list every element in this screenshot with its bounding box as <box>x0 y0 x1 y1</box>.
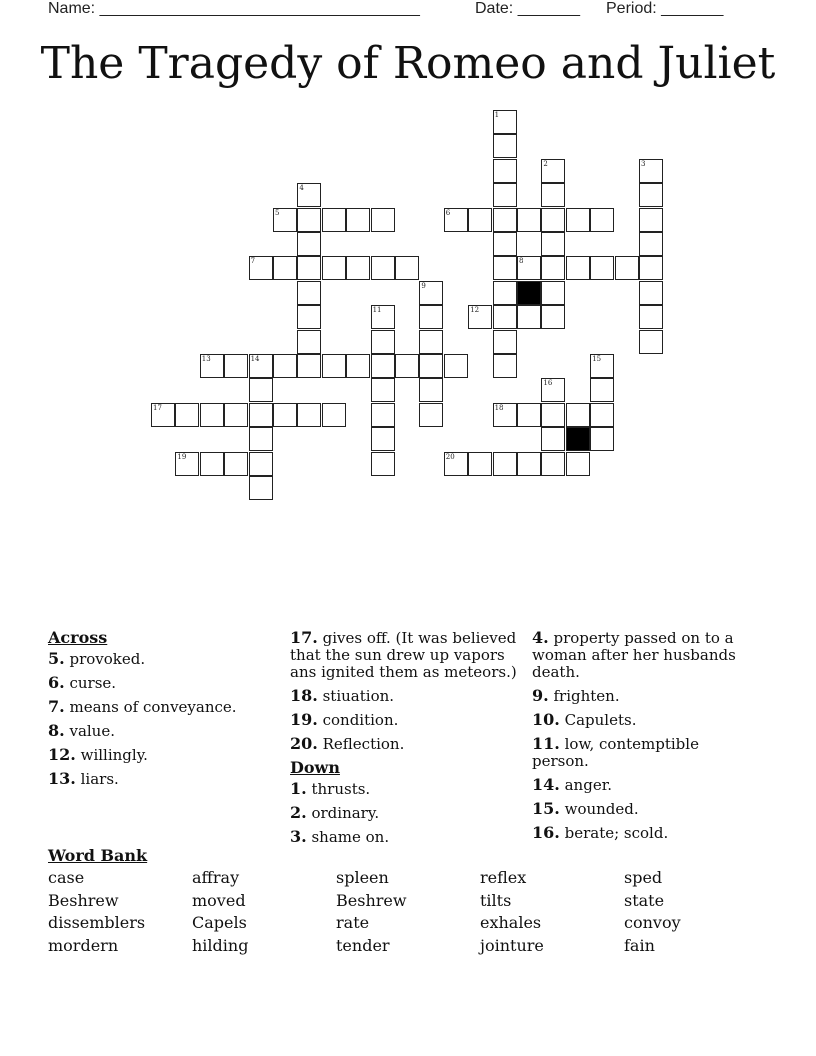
word-bank-item: case <box>48 868 85 887</box>
clue-number-label: 20. <box>290 734 318 753</box>
grid-cell[interactable] <box>493 256 517 280</box>
grid-cell[interactable] <box>419 354 443 378</box>
clue-text: wounded. <box>559 800 639 818</box>
grid-cell[interactable] <box>249 452 273 476</box>
grid-cell[interactable] <box>590 427 614 451</box>
grid-cell[interactable] <box>419 305 443 329</box>
grid-cell[interactable] <box>493 452 517 476</box>
clue-number-label: 7. <box>48 697 65 716</box>
word-bank-item: tilts <box>480 890 512 910</box>
grid-cell[interactable] <box>639 183 663 207</box>
grid-cell[interactable] <box>615 256 639 280</box>
clue-number-label: 5. <box>48 649 65 668</box>
clue-number-label: 3. <box>290 827 307 846</box>
grid-cell[interactable] <box>566 403 590 427</box>
grid-cell[interactable] <box>249 476 273 500</box>
clue-number: 17 <box>153 403 162 412</box>
grid-cell[interactable] <box>468 305 492 329</box>
grid-cell[interactable] <box>200 452 224 476</box>
grid-cell[interactable] <box>493 354 517 378</box>
grid-cell[interactable] <box>346 256 370 280</box>
grid-cell[interactable] <box>590 208 614 232</box>
grid-cell[interactable] <box>493 110 517 134</box>
grid-cell[interactable] <box>297 281 321 305</box>
clue-item <box>532 776 742 794</box>
grid-cell[interactable] <box>444 354 468 378</box>
word-bank-item: state <box>624 890 665 910</box>
clue-text: liars. <box>75 770 119 788</box>
grid-cell[interactable] <box>273 208 297 232</box>
grid-cell[interactable] <box>541 305 565 329</box>
grid-cell[interactable] <box>273 403 297 427</box>
clue-number-label: 2. <box>290 803 307 822</box>
grid-cell[interactable] <box>566 256 590 280</box>
clue-number: 7 <box>250 257 256 266</box>
grid-cell[interactable] <box>639 159 663 183</box>
grid-cell[interactable] <box>493 134 517 158</box>
grid-cell[interactable] <box>639 330 663 354</box>
grid-cell[interactable] <box>517 305 541 329</box>
clue-item <box>290 687 520 705</box>
clue-item <box>532 629 742 681</box>
clue-text: shame on. <box>306 828 390 846</box>
clue-number: 3 <box>641 159 646 168</box>
grid-cell[interactable] <box>419 281 443 305</box>
clue-number-label: 9. <box>532 686 549 705</box>
grid-cell[interactable] <box>395 256 419 280</box>
clue-text: curse. <box>64 674 117 692</box>
word-bank-item: Capels <box>192 913 247 933</box>
black-square <box>517 281 541 305</box>
grid-cell[interactable] <box>541 281 565 305</box>
clue-text: low, contemptible person. <box>532 735 699 770</box>
clue-number-label: 12. <box>48 745 76 764</box>
clue-number: 15 <box>592 355 602 363</box>
grid-cell[interactable] <box>639 256 663 280</box>
clue-item <box>532 711 742 729</box>
clue-number: 1 <box>494 111 500 119</box>
clue-item <box>532 800 742 818</box>
clues-column-1 <box>48 629 278 794</box>
word-bank-item: moved <box>192 890 246 910</box>
grid-cell[interactable] <box>590 354 614 378</box>
grid-cell[interactable] <box>273 256 297 280</box>
clues-column-2 <box>290 629 520 852</box>
grid-cell[interactable] <box>541 232 565 256</box>
clue-item <box>290 828 520 846</box>
grid-cell[interactable] <box>297 305 321 329</box>
clue-text: frighten. <box>548 687 620 705</box>
clue-text: Reflection. <box>317 735 405 753</box>
word-bank-heading: Word Bank <box>48 846 148 865</box>
clue-number-label: 4. <box>532 628 549 647</box>
clue-item <box>532 824 742 842</box>
grid-cell[interactable] <box>493 330 517 354</box>
grid-cell[interactable] <box>468 208 492 232</box>
clue-number-label: 10. <box>532 710 560 729</box>
clue-number: 5 <box>275 208 280 217</box>
clue-number-label: 16. <box>532 823 560 842</box>
word-bank-item: mordern <box>48 935 119 955</box>
grid-cell[interactable] <box>322 256 346 280</box>
grid-cell[interactable] <box>541 427 565 451</box>
grid-cell[interactable] <box>322 208 346 232</box>
grid-cell[interactable] <box>493 183 517 207</box>
clue-item <box>532 687 742 705</box>
grid-cell[interactable] <box>639 208 663 232</box>
grid-cell[interactable] <box>493 232 517 256</box>
clue-number: 18 <box>494 403 504 412</box>
grid-cell[interactable] <box>493 159 517 183</box>
grid-cell[interactable] <box>541 378 565 402</box>
grid-cell[interactable] <box>346 354 370 378</box>
grid-cell[interactable] <box>493 281 517 305</box>
clue-item <box>48 650 278 668</box>
grid-cell[interactable] <box>249 403 273 427</box>
grid-cell[interactable] <box>541 452 565 476</box>
clue-text: berate; scold. <box>559 824 669 842</box>
word-bank-item: tender <box>336 935 390 955</box>
grid-cell[interactable] <box>639 281 663 305</box>
grid-cell[interactable] <box>566 452 590 476</box>
grid-cell[interactable] <box>175 403 199 427</box>
grid-cell[interactable] <box>541 159 565 183</box>
clue-item <box>290 711 520 729</box>
clue-number-label: 18. <box>290 686 318 705</box>
grid-cell[interactable] <box>517 256 541 280</box>
grid-cell[interactable] <box>566 208 590 232</box>
clue-number: 19 <box>177 452 187 461</box>
word-bank-item: Beshrew <box>48 890 119 910</box>
clue-text: value. <box>64 722 115 740</box>
grid-cell[interactable] <box>419 330 443 354</box>
clue-number-label: 11. <box>532 734 560 753</box>
grid-cell[interactable] <box>224 452 248 476</box>
word-bank-item: Beshrew <box>336 890 407 910</box>
grid-cell[interactable] <box>249 378 273 402</box>
grid-cell[interactable] <box>590 256 614 280</box>
page-title: The Tragedy of Romeo and Juliet <box>40 38 776 89</box>
grid-cell[interactable] <box>224 354 248 378</box>
grid-cell[interactable] <box>297 208 321 232</box>
grid-cell[interactable] <box>322 403 346 427</box>
grid-cell[interactable] <box>151 403 175 427</box>
clue-text: Capulets. <box>559 711 637 729</box>
clue-text: property passed on to a woman after her husbands death. <box>532 629 736 681</box>
clue-number: 13 <box>201 355 211 363</box>
period-field-label: Period: _______ <box>606 0 724 17</box>
grid-cell[interactable] <box>493 208 517 232</box>
clue-item <box>48 722 278 740</box>
clue-item <box>48 770 278 788</box>
clue-item <box>290 629 520 681</box>
clue-number-label: 6. <box>48 673 65 692</box>
clue-text: means of conveyance. <box>64 698 237 716</box>
grid-cell[interactable] <box>249 256 273 280</box>
word-bank-item: exhales <box>480 913 542 933</box>
grid-cell[interactable] <box>175 452 199 476</box>
across-heading: Across <box>48 628 108 647</box>
clue-text: willingly. <box>75 746 148 764</box>
grid-cell[interactable] <box>346 208 370 232</box>
grid-cell[interactable] <box>444 208 468 232</box>
grid-cell[interactable] <box>200 354 224 378</box>
grid-cell[interactable] <box>639 232 663 256</box>
grid-cell[interactable] <box>297 256 321 280</box>
word-bank-item: convoy <box>624 913 681 933</box>
grid-cell[interactable] <box>419 378 443 402</box>
grid-cell[interactable] <box>297 330 321 354</box>
word-bank-item: hilding <box>192 935 249 955</box>
clue-text: ordinary. <box>306 804 380 822</box>
grid-cell[interactable] <box>517 208 541 232</box>
grid-cell[interactable] <box>200 403 224 427</box>
grid-cell[interactable] <box>371 427 395 451</box>
clue-item <box>290 780 520 798</box>
grid-cell[interactable] <box>493 403 517 427</box>
grid-cell[interactable] <box>273 354 297 378</box>
clue-number-label: 15. <box>532 799 560 818</box>
clue-number: 16 <box>543 379 553 388</box>
clue-text: anger. <box>559 776 612 794</box>
grid-cell[interactable] <box>541 183 565 207</box>
clue-number: 14 <box>250 355 260 363</box>
clue-number-label: 13. <box>48 769 76 788</box>
clue-number: 4 <box>299 184 304 193</box>
word-bank-item: reflex <box>480 868 527 887</box>
clue-item <box>48 746 278 764</box>
clue-number: 20 <box>445 452 455 461</box>
clue-item <box>532 735 742 770</box>
word-bank-item: affray <box>192 868 240 887</box>
clue-item <box>290 804 520 822</box>
date-field-label: Date: _______ <box>475 0 580 17</box>
clue-number-label: 1. <box>290 779 307 798</box>
clue-number: 2 <box>543 159 548 168</box>
clue-number: 11 <box>372 306 382 315</box>
name-field-label: Name: ____________________________________ <box>48 0 420 17</box>
word-bank-item: dissemblers <box>48 913 146 933</box>
clue-number: 12 <box>470 306 480 315</box>
grid-cell[interactable] <box>468 452 492 476</box>
grid-cell[interactable] <box>639 305 663 329</box>
word-bank-item: spleen <box>336 868 389 887</box>
grid-cell[interactable] <box>371 305 395 329</box>
grid-cell[interactable] <box>419 403 443 427</box>
grid-cell[interactable] <box>297 403 321 427</box>
grid-cell[interactable] <box>322 354 346 378</box>
clue-number-label: 19. <box>290 710 318 729</box>
clue-text: gives off. (It was believed that the sun drew up vapors ans ignited them as meteors.) <box>290 629 517 681</box>
clue-text: condition. <box>317 711 399 729</box>
grid-cell[interactable] <box>541 403 565 427</box>
clue-number-label: 17. <box>290 628 318 647</box>
grid-cell[interactable] <box>249 354 273 378</box>
grid-cell[interactable] <box>371 452 395 476</box>
grid-cell[interactable] <box>371 208 395 232</box>
grid-cell[interactable] <box>371 330 395 354</box>
grid-cell[interactable] <box>371 403 395 427</box>
word-bank-item: jointure <box>480 935 544 955</box>
clue-item <box>290 735 520 753</box>
word-bank-item: rate <box>336 913 370 933</box>
grid-cell[interactable] <box>590 378 614 402</box>
clue-number: 8 <box>519 257 524 266</box>
grid-cell[interactable] <box>517 452 541 476</box>
clue-number: 6 <box>445 208 451 217</box>
clue-number: 9 <box>421 281 426 290</box>
grid-cell[interactable] <box>541 208 565 232</box>
grid-cell[interactable] <box>517 403 541 427</box>
down-heading: Down <box>290 758 340 777</box>
clue-item <box>48 698 278 716</box>
clue-text: stiuation. <box>317 687 395 705</box>
grid-cell[interactable] <box>371 354 395 378</box>
grid-cell[interactable] <box>224 403 248 427</box>
grid-cell[interactable] <box>297 232 321 256</box>
clue-number-label: 8. <box>48 721 65 740</box>
grid-cell[interactable] <box>590 403 614 427</box>
grid-cell[interactable] <box>371 378 395 402</box>
black-square <box>566 427 590 451</box>
clue-text: provoked. <box>64 650 146 668</box>
word-bank-item: sped <box>624 868 663 887</box>
clue-text: thrusts. <box>306 780 371 798</box>
grid-cell[interactable] <box>297 183 321 207</box>
grid-cell[interactable] <box>493 305 517 329</box>
grid-cell[interactable] <box>297 354 321 378</box>
word-bank-item: fain <box>624 935 655 955</box>
clue-number-label: 14. <box>532 775 560 794</box>
clues-column-3 <box>532 629 742 848</box>
grid-cell[interactable] <box>541 256 565 280</box>
grid-cell[interactable] <box>395 354 419 378</box>
grid-cell[interactable] <box>249 427 273 451</box>
grid-cell[interactable] <box>371 256 395 280</box>
grid-cell[interactable] <box>444 452 468 476</box>
clue-item <box>48 674 278 692</box>
